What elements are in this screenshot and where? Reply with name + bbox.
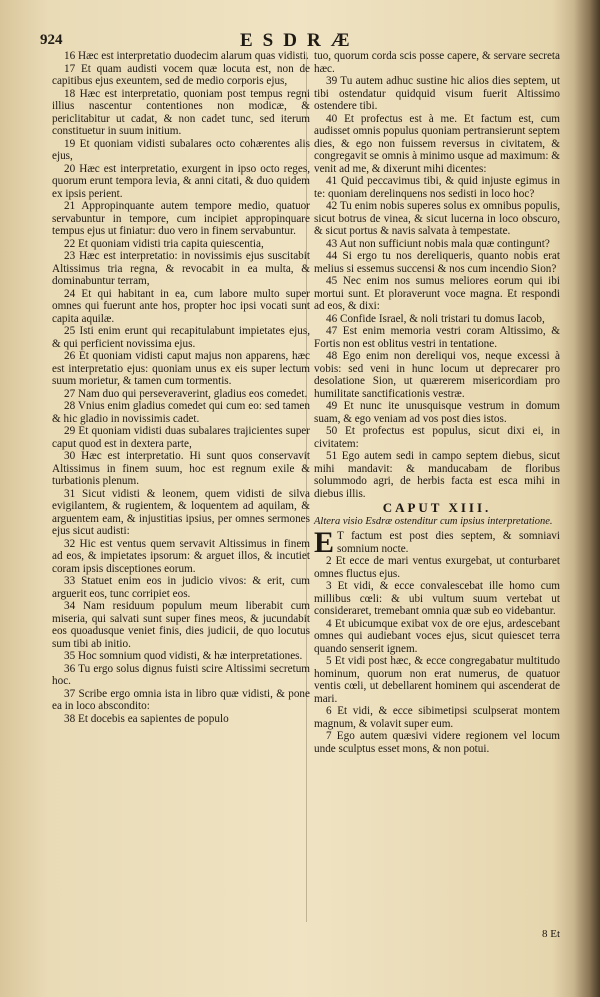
page-header (40, 30, 560, 52)
verse: 21 Appropinquante autem tempore medio, quatuor servabuntur in tempore, cum incipiet appropinquare tempus ejus ut finiatur: duo vero in finem servabuntur. (52, 200, 310, 237)
verse: 29 Et quoniam vidisti duas subalares trajicientes super caput quod est in dextera parte, (52, 425, 310, 450)
verse: 47 Est enim memoria vestri coram Altissimo, & Fortis non est oblitus vestri in tentatione. (314, 325, 560, 350)
verse: 26 Et quoniam vidisti caput majus non apparens, hæc est interpretatio ejus: quoniam unus ex eis super lectum suum morietur, & tamen cum tormentis. (52, 350, 310, 387)
catchword: 8 Et (541, 928, 560, 940)
verse: 40 Et profectus est à me. Et factum est, cum audisset omnis populus quoniam pertransierunt septem dies, & ego non fuissem reversus in civitatem, & congregavit se omnis à minimo usque ad maximum: & venit ad me, & dixerunt mihi dicentes: (314, 112, 560, 175)
verse: 32 Hic est ventus quem servavit Altissimus in finem ad eos, & impietates ipsorum: & arguet illos, & incutiet coram ipsis disceptiones eorum. (52, 537, 310, 575)
verse: 36 Tu ergo solus dignus fuisti scire Altissimi secretum hoc. (52, 662, 310, 687)
right-column (314, 50, 560, 755)
verse: 18 Hæc est interpretatio, quoniam post tempus regni illius nascentur contentiones non modicæ, & periclitabitur ut cadat, & non cadet tunc, sed iterum constituetur in suum initium. (52, 87, 310, 137)
verse: 16 Hæc est interpretatio duodecim alarum quas vidisti. (64, 50, 309, 62)
verse: 51 Ego autem sedi in campo septem diebus, sicut mihi mandavit: & manducabam de floribus solummodo agri, de herbis facta est esca mihi in diebus illis. (314, 450, 560, 500)
verse: 22 Et quoniam vidisti tria capita quiescentia, (64, 237, 264, 250)
verse: 30 Hæc est interpretatio. Hi sunt quos conservavit Altissimus in finem suum, hoc est regnum exile & turbationis plenum. (52, 450, 310, 487)
verse: 25 Isti enim erunt qui recapitulabunt impietates ejus, & qui perficient novissima ejus. (52, 325, 310, 350)
verse: 28 Vnius enim gladius comedet qui cum eo: sed tamen & hic gladio in novissimis cadet. (52, 400, 310, 425)
left-column (52, 50, 310, 725)
verse: 41 Quid peccavimus tibi, & quid injuste egimus in te: quoniam derelinquens nos sedisti in loco hoc? (314, 175, 560, 200)
verse: 19 Et quoniam vidisti subalares octo cohærentes alis ejus, (52, 137, 310, 162)
verse: 45 Nec enim nos sumus meliores eorum qui ibi mortui sunt. Et ploraverunt voce magna. Et respondi ad eos, & dixi: (314, 275, 560, 312)
verse: tuo, quorum corda scis posse capere, & servare secreta hæc. (314, 50, 560, 75)
verse: 7 Ego autem quæsivi videre regionem vel locum unde sculptus esset mons, & non potui. (314, 730, 560, 755)
verse: 5 Et vidi post hæc, & ecce congregabatur multitudo hominum, quorum non erat numerus, de quatuor ventis cœli, ut debellarent hominem qui ascenderat de mari. (314, 655, 560, 705)
verse: 44 Si ergo tu nos dereliqueris, quanto nobis erat melius si essemus succensi & nos cum incendio Sion? (314, 250, 560, 275)
verse: 49 Et nunc ite unusquisque vestrum in domum suam, & ego veniam ad vos post dies istos. (314, 400, 560, 425)
verse: 39 Tu autem adhuc sustine hic alios dies septem, ut tibi ostendatur quidquid visum fuerit Altissimo ostendere tibi. (314, 75, 560, 112)
chapter-heading: CAPUT XIII. (382, 500, 492, 515)
verse: 23 Hæc est interpretatio: in novissimis ejus suscitabit Altissimus tria regna, & revocabit in ea multa, & dominabuntur terram, (52, 250, 310, 287)
verse: 2 Et ecce de mari ventus exurgebat, ut conturbaret omnes fluctus ejus. (314, 555, 560, 580)
chapter-summary: Altera visio Esdræ ostenditur cum ipsius interpretatione. (314, 515, 553, 527)
chapter-first-verse (314, 526, 560, 559)
verse: 48 Ego enim non dereliqui vos, neque excessi à vobis: sed veni in hunc locum ut deprecarer pro desolatione Sion, ut quærerem misericordiam pro humilitate sanctificationis vestræ. (314, 350, 560, 400)
running-head: ESDRÆ (240, 30, 360, 51)
verse: 46 Confide Israel, & noli tristari tu domus Iacob, (326, 312, 545, 325)
verse: 24 Et qui habitant in ea, cum labore multo super omnes qui fuerunt ante hos, propter hoc ipsi vocati sunt capita aquilæ. (52, 287, 310, 325)
verse: 3 Et vidi, & ecce convalescebat ille homo cum millibus cœli: & ubi vultum suum vertebat ut consideraret, tremebant omnia quæ sub eo videbantur. (314, 580, 560, 617)
verse: 4 Et ubicumque exibat vox de ore ejus, ardescebant omnes qui audiebant voces ejus, sicut quiescet terra quando senserit ignem. (314, 617, 560, 655)
page-gutter-shadow (574, 0, 600, 997)
verse: 42 Tu enim nobis superes solus ex omnibus populis, sicut botrus de vinea, & sicut lucerna in loco obscuro, & sicut portus & navis salvata à tempestate. (314, 200, 560, 237)
verse: 31 Sicut vidisti & leonem, quem vidisti de silva evigilantem, & rugientem, & loquentem ad aquilam, & arguentem eam, & injustitias ipsius, per omnes sermones ejus sicut audisti: (52, 487, 310, 537)
first-verse-text: T factum est post dies septem, & somniavi somnium nocte. (337, 530, 560, 555)
verse: 37 Scribe ergo omnia ista in libro quæ vidisti, & pone ea in loco abscondito: (52, 687, 310, 712)
verse: 17 Et quam audisti vocem quæ locuta est, non de capitibus ejus exeuntem, sed de medio corporis ejus, (52, 62, 310, 87)
verse: 38 Et docebis ea sapientes de populo (64, 712, 229, 725)
verse: 43 Aut non sufficiunt nobis mala quæ contingunt? (326, 237, 550, 250)
verse: 34 Nam residuum populum meum liberabit cum miseria, qui salvati sunt super fines meos, & jucundabit eos quoadusque veniet finis, dies judicii, de quo locutus sum tibi ab initio. (52, 600, 310, 650)
verse: 35 Hoc somnium quod vidisti, & hæ interpretationes. (64, 650, 303, 662)
verse: 50 Et profectus est populus, sicut dixi ei, in civitatem: (314, 425, 560, 450)
verse: 20 Hæc est interpretatio, exurgent in ipso octo reges, quorum erunt tempora levia, & anni citati, & duo quidem ex ipsis perient. (52, 162, 310, 200)
page-number: 924 (40, 32, 63, 48)
verse: 6 Et vidi, & ecce sibimetipsi sculpserat montem magnum, & volavit super eum. (314, 705, 560, 730)
verse: 27 Nam duo qui perseveraverint, gladius eos comedet. (64, 387, 308, 400)
verse: 33 Statuet enim eos in judicio vivos: & erit, cum arguerit eos, tunc corripiet eos. (52, 575, 310, 600)
drop-cap: E (314, 526, 335, 559)
